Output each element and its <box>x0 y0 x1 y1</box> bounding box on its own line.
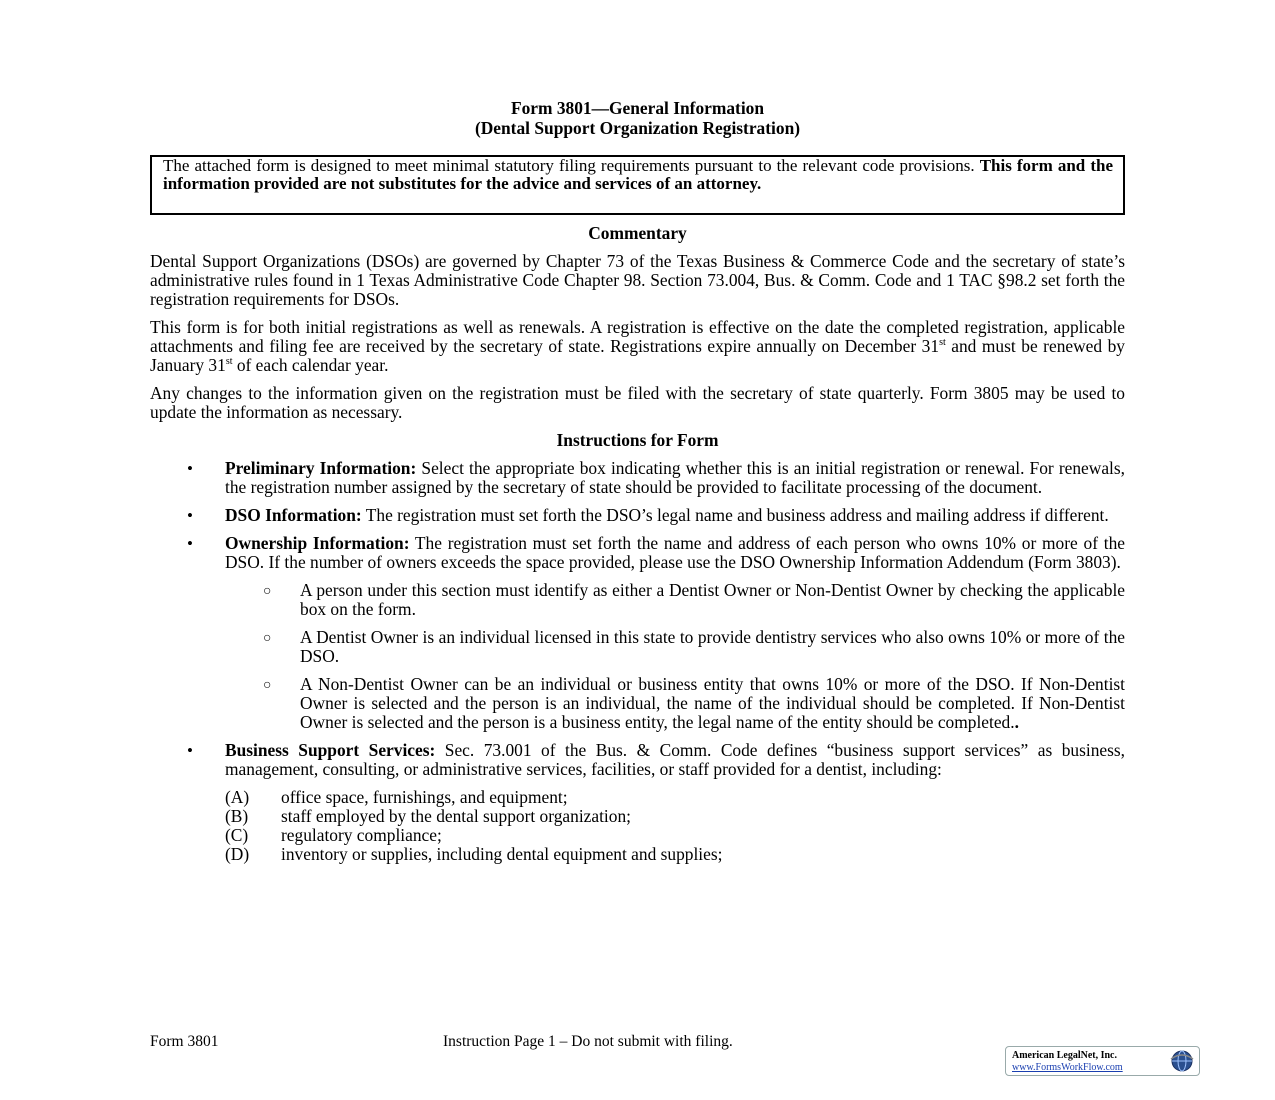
alpha-item <box>225 788 1125 807</box>
document-page <box>150 98 1125 864</box>
sub-list-item <box>225 581 1125 619</box>
instruction-label: Business Support Services: <box>225 740 436 760</box>
logo-website-link[interactable]: www.FormsWorkFlow.com <box>1012 1062 1123 1073</box>
alpha-text: office space, furnishings, and equipment; <box>281 787 568 807</box>
notice-bold-text: This form and the information provided are not substitutes for the advice and services of an attorney. <box>163 156 1113 193</box>
instructions-list <box>150 459 1125 779</box>
globe-icon <box>1169 1049 1195 1073</box>
footer-form-number: Form 3801 <box>150 1033 219 1050</box>
p2-text-c: of each calendar year. <box>232 355 389 375</box>
instruction-label: DSO Information: <box>225 505 362 525</box>
instruction-label: Preliminary Information: <box>225 458 417 478</box>
circle-bullet-icon: ○ <box>263 631 272 646</box>
sub-item-end: . <box>1014 712 1019 732</box>
p2-text-b: and must be renewed by January 31 <box>150 336 1126 375</box>
alpha-key: (D) <box>225 844 250 864</box>
bullet-icon: • <box>187 459 193 478</box>
sub-list-item <box>225 628 1125 666</box>
form-title <box>150 98 1125 138</box>
alpha-text: staff employed by the dental support organization; <box>281 806 631 826</box>
sub-item-text: A person under this section must identify as either a Dentist Owner or Non-Dentist Owner by checking the applicable box on the form. <box>300 580 1125 619</box>
circle-bullet-icon: ○ <box>263 678 272 693</box>
instruction-item <box>150 741 1125 779</box>
alpha-key: (B) <box>225 806 249 826</box>
sub-item-text: A Dentist Owner is an individual licensed in this state to provide dentistry services who also owns 10% or more of the DSO. <box>300 627 1125 666</box>
ownership-sub-list <box>225 581 1125 732</box>
commentary-paragraph-2 <box>150 318 1125 375</box>
instruction-text: The registration must set forth the DSO’s legal name and business address and mailing address if different. <box>361 505 1109 525</box>
sub-list-item <box>225 675 1125 732</box>
instruction-label: Ownership Information: <box>225 533 410 553</box>
commentary-heading: Commentary <box>588 223 687 243</box>
alpha-key: (A) <box>225 787 250 807</box>
alpha-item <box>225 845 1125 864</box>
bullet-icon: • <box>187 506 193 525</box>
alpha-text: inventory or supplies, including dental equipment and supplies; <box>281 844 723 864</box>
commentary-paragraph-3: Any changes to the information given on the registration must be filed with the secretary of state quarterly. Form 3805 may be used to update the information as necessary. <box>150 383 1125 422</box>
sub-item-text: A Non-Dentist Owner can be an individual or business entity that owns 10% or more of the DSO. If Non-Dentist Owner is selected and the person is an individual, the name of the individual should be completed. If Non-Dentist Owner is selected and the person is a business entity, the legal name of the entity should be completed. <box>300 674 1125 732</box>
instruction-text: Select the appropriate box indicating whether this is an initial registration or renewal. For renewals, the registration number assigned by the secretary of state should be provided to facilitate processing of the document. <box>225 458 1125 497</box>
instruction-item <box>150 506 1125 525</box>
p2-sup-2: st <box>225 356 233 368</box>
instruction-text: Sec. 73.001 of the Bus. & Comm. Code defines “business support services” as business, management, consulting, or administrative services, facilities, or staff provided for a dentist, including: <box>225 740 1125 779</box>
commentary-paragraph-1: Dental Support Organizations (DSOs) are governed by Chapter 73 of the Texas Business & Commerce Code and the secretary of state’s administrative rules found in 1 Texas Administrative Code Chapter 98. Section 73.004, Bus. & Comm. Code and 1 TAC §98.2 set forth the registration requirements for DSOs. <box>150 251 1125 309</box>
instructions-heading: Instructions for Form <box>556 430 719 450</box>
title-line-1: Form 3801—General Information <box>510 98 765 118</box>
alpha-key: (C) <box>225 825 249 845</box>
alpha-item <box>225 807 1125 826</box>
instruction-text: The registration must set forth the name and address of each person who owns 10% or more of the DSO. If the number of owners exceeds the space provided, please use the DSO Ownership Information Addendum (Form 3803). <box>225 533 1125 572</box>
logo-company-name: American LegalNet, Inc. <box>1012 1050 1117 1061</box>
bullet-icon: • <box>187 741 193 760</box>
american-legalnet-logo[interactable] <box>1005 1046 1200 1076</box>
footer-instruction-note: Instruction Page 1 – Do not submit with filing. <box>443 1033 733 1050</box>
alpha-text: regulatory compliance; <box>281 825 442 845</box>
business-support-list <box>150 788 1125 864</box>
alpha-item <box>225 826 1125 845</box>
attorney-notice-box <box>150 155 1125 215</box>
bullet-icon: • <box>187 534 193 553</box>
instruction-item <box>150 459 1125 497</box>
instruction-item <box>150 534 1125 732</box>
p2-text-a: This form is for both initial registrations as well as renewals. A registration is effective on the date the completed registration, applicable attachments and filing fee are received by the secretary of state. Registrations expire annually on December 31 <box>150 317 1125 356</box>
circle-bullet-icon: ○ <box>263 584 272 599</box>
title-line-2: (Dental Support Organization Registration) <box>474 118 801 138</box>
p2-sup-1: st <box>939 337 946 349</box>
notice-text: The attached form is designed to meet minimal statutory filing requirements pursuant to the relevant code provisions. <box>163 156 980 175</box>
